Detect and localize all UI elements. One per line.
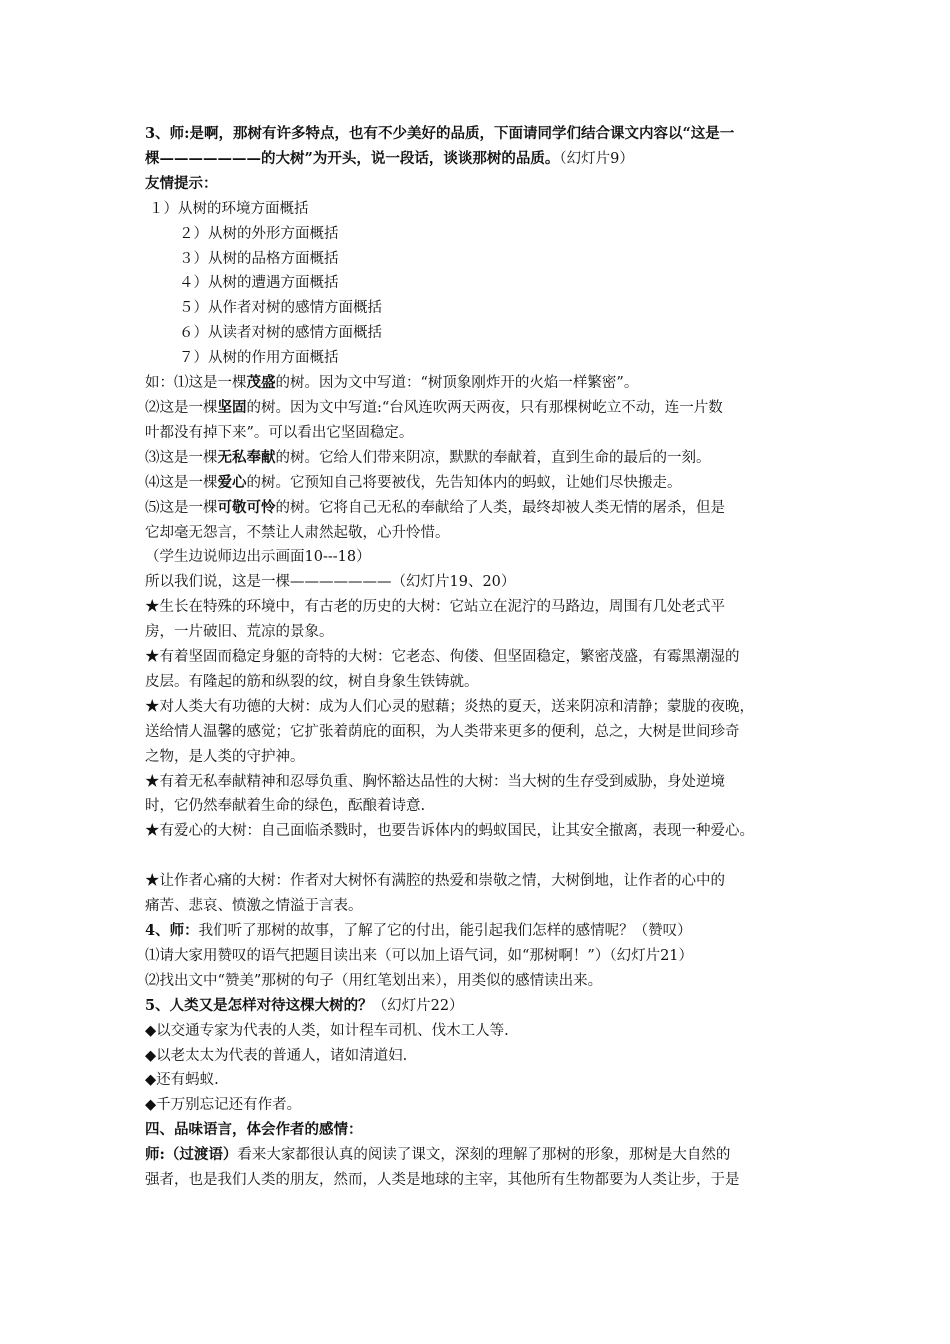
example-4: ⑷这是一棵爱心的树。它预知自己将要被伐，先告知体内的蚂蚁，让她们尽快搬走。 (145, 473, 682, 491)
document-body (145, 122, 825, 1193)
hint-item-3: ３）从树的品格方面概括 (179, 250, 339, 267)
star-item-4-line-1: ★有着无私奉献精神和忍辱负重、胸怀豁达品性的大树：当大树的生存受到威胁，身处逆境 (145, 773, 725, 790)
paragraph-4: 4、师：我们听了那树的故事，了解了它的付出，能引起我们怎样的感情呢？（赞叹） (145, 921, 692, 939)
paragraph-3-line-1: 3、师:是啊，那树有许多特点，也有不少美好的品质，下面请同学们结合课文内容以“这是一 (145, 125, 735, 142)
star-item-1-line-1: ★生长在特殊的环境中，有古老的历史的大树：它站立在泥泞的马路边，周围有几处老式平 (145, 599, 725, 616)
example-3: ⑶这是一棵无私奉献的树。它给人们带来阴凉，默默的奉献着，直到生命的最后的一刻。 (145, 448, 711, 466)
paragraph-3-line-2: 棵———————的大树”为开头，说一段话，谈谈那树的品质。（幻灯片9） (145, 149, 634, 167)
blank-line (145, 844, 825, 869)
example-1: 如：⑴这是一棵茂盛的树。因为文中写道：“树顶象刚炸开的火焰一样繁密”。 (145, 374, 639, 392)
star-item-3-line-1: ★对人类大有功德的大树：成为人们心灵的慰藉；炎热的夏天，送来阴凉和清静；蒙胧的夜晚， (145, 698, 754, 715)
slide-note: （学生边说师边出示画面10---18） (145, 549, 371, 566)
hint-item-4: ４）从树的遭遇方面概括 (179, 275, 339, 292)
hint-item-6: ６）从读者对树的感情方面概括 (179, 325, 382, 342)
star-item-2-line-1: ★有着坚固而稳定身躯的奇特的大树：它老态、佝偻、但坚固稳定，繁密茂盛，有霉黑潮湿的 (145, 649, 740, 666)
diamond-item-4: ◆千万别忘记还有作者。 (145, 1097, 302, 1114)
diamond-item-2: ◆以老太太为代表的普通人，诸如清道妇. (145, 1047, 408, 1064)
star-item-1-line-2: 房，一片破旧、荒凉的景象。 (145, 624, 334, 641)
star-item-2-line-2: 皮层。有隆起的筋和纵裂的纹，树自身象生铁铸就。 (145, 673, 479, 690)
transition-line-2: 强者，也是我们人类的朋友，然而，人类是地球的主宰，其他所有生物都要为人类让步，于是 (145, 1172, 740, 1189)
star-item-4-line-2: 时，它仍然奉献着生命的绿色，酝酿着诗意. (145, 798, 426, 815)
example-5-line-2: 它却毫无怨言，不禁让人肃然起敬，心升怜惜。 (145, 524, 450, 541)
hint-item-7: ７）从树的作用方面概括 (179, 350, 339, 367)
star-item-6-line-2: 痛苦、悲哀、愤激之情溢于言表。 (145, 898, 363, 915)
paragraph-5: 5、人类又是怎样对待这棵大树的？（幻灯片22） (145, 996, 464, 1014)
transition-line-1: 师:（过渡语）看来大家都很认真的阅读了课文，深刻的理解了那树的形象，那树是大自然的 (145, 1146, 731, 1164)
paragraph-4-item-1: ⑴请大家用赞叹的语气把题目读出来（可以加上语气词，如“那树啊！”）（幻灯片21） (145, 947, 694, 964)
diamond-item-3: ◆还有蚂蚁. (145, 1072, 219, 1089)
hint-item-5: ５）从作者对树的感情方面概括 (179, 300, 382, 317)
hint-item-2: ２）从树的外形方面概括 (179, 225, 339, 242)
hint-item-1: １）从树的环境方面概括 (149, 200, 309, 217)
star-item-3-line-2: 送给情人温馨的感觉；它扩张着荫庇的面积，为人类带来更多的便利，总之，大树是世间珍奇 (145, 723, 740, 740)
star-item-6-line-1: ★让作者心痛的大树：作者对大树怀有满腔的热爱和崇敬之情，大树倒地，让作者的心中的 (145, 873, 725, 890)
star-item-5: ★有爱心的大树：自己面临杀戮时，也要告诉体内的蚂蚁国民，让其安全撤离，表现一种爱心。 (145, 823, 754, 840)
paragraph-4-item-2: ⑵找出文中“赞美”那树的句子（用红笔划出来），用类似的感情读出来。 (145, 972, 603, 989)
example-2-line-2: 叶都没有掉下来”。可以看出它坚固稳定。 (145, 424, 414, 441)
star-item-3-line-3: 之物，是人类的守护神。 (145, 748, 305, 765)
diamond-item-1: ◆以交通专家为代表的人类，如计程车司机、伐木工人等. (145, 1022, 509, 1039)
example-2-line-1: ⑵这是一棵坚固的树。因为文中写道:“台风连吹两天两夜，只有那棵树屹立不动，连一片数 (145, 398, 723, 416)
example-5-line-1: ⑸这是一棵可敬可怜的树。它将自己无私的奉献给了人类，最终却被人类无情的屠杀，但是 (145, 498, 725, 516)
section-4-heading: 四、品味语言，体会作者的感情： (145, 1121, 363, 1139)
summary-intro: 所以我们说，这是一棵———————（幻灯片19、20） (145, 574, 516, 591)
hint-title: 友情提示： (145, 174, 218, 192)
